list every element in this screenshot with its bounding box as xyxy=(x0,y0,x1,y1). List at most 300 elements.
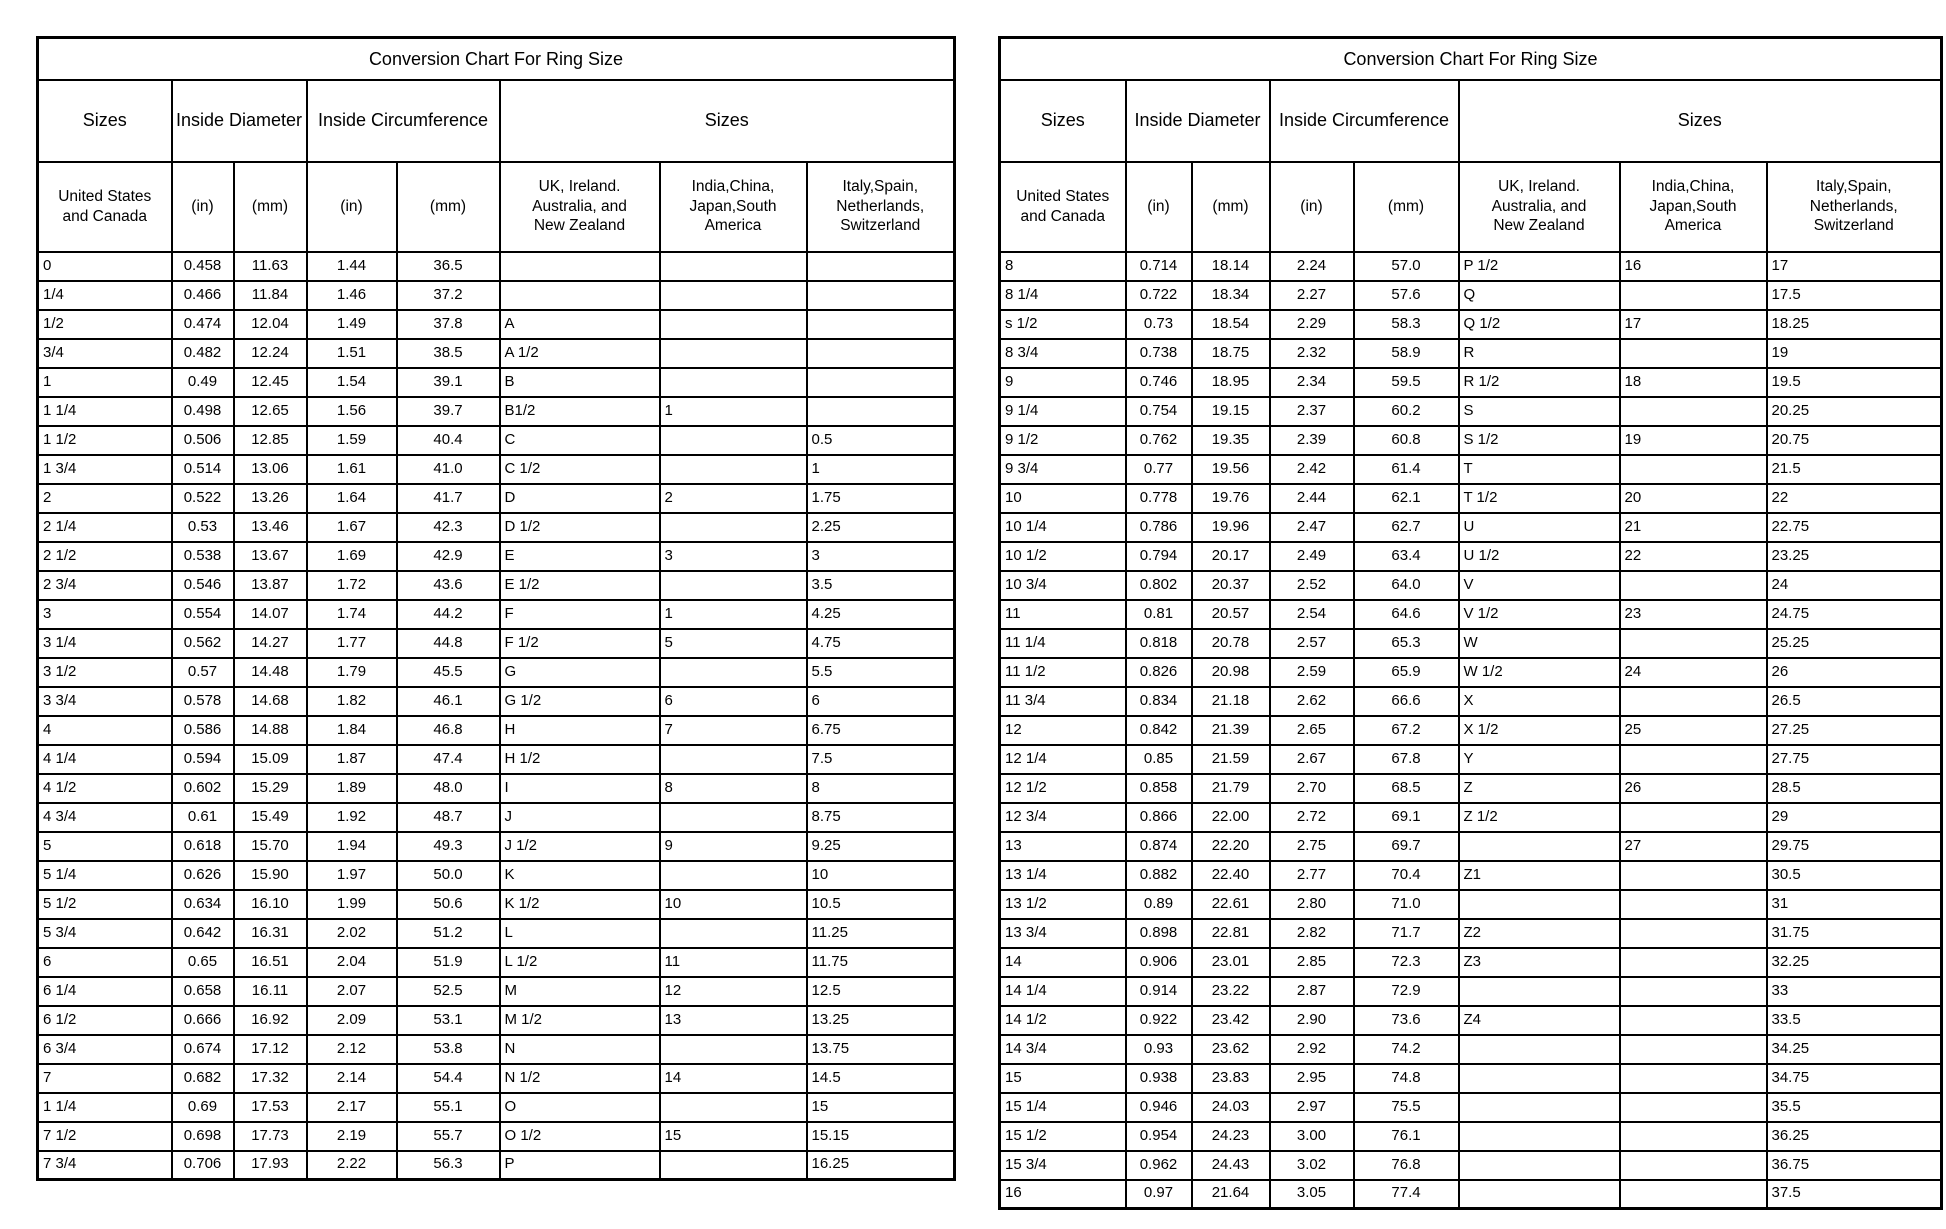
cell-diameter-mm: 24.03 xyxy=(1192,1093,1270,1122)
table-row xyxy=(38,948,955,977)
cell-circumference-in: 1.79 xyxy=(307,658,397,687)
cell-diameter-mm: 12.65 xyxy=(234,397,307,426)
cell-india-size: 12 xyxy=(660,977,807,1006)
cell-us-size: 9 3/4 xyxy=(1000,455,1126,484)
cell-diameter-mm: 19.15 xyxy=(1192,397,1270,426)
table-row xyxy=(38,310,955,339)
cell-italy-size: 16.25 xyxy=(807,1151,955,1180)
cell-circumference-mm: 48.0 xyxy=(397,774,500,803)
cell-diameter-mm: 11.63 xyxy=(234,252,307,281)
cell-italy-size: 20.75 xyxy=(1767,426,1942,455)
cell-uk-size: C 1/2 xyxy=(500,455,660,484)
cell-diameter-in: 0.53 xyxy=(172,513,234,542)
cell-italy-size: 26 xyxy=(1767,658,1942,687)
cell-uk-size: A xyxy=(500,310,660,339)
cell-diameter-mm: 21.64 xyxy=(1192,1180,1270,1209)
cell-diameter-mm: 14.68 xyxy=(234,687,307,716)
table-row xyxy=(1000,368,1942,397)
cell-india-size: 15 xyxy=(660,1122,807,1151)
table-row xyxy=(38,571,955,600)
cell-circumference-in: 2.97 xyxy=(1270,1093,1354,1122)
cell-circumference-mm: 75.5 xyxy=(1354,1093,1459,1122)
column-header-cell: (mm) xyxy=(397,162,500,252)
cell-circumference-mm: 69.7 xyxy=(1354,832,1459,861)
cell-diameter-mm: 22.00 xyxy=(1192,803,1270,832)
cell-diameter-in: 0.594 xyxy=(172,745,234,774)
table-row xyxy=(1000,832,1942,861)
table-row xyxy=(1000,1006,1942,1035)
table-row xyxy=(1000,339,1942,368)
cell-circumference-mm: 55.1 xyxy=(397,1093,500,1122)
column-header-cell: UK, Ireland. Australia, and New Zealand xyxy=(1459,162,1620,252)
cell-diameter-in: 0.778 xyxy=(1126,484,1192,513)
cell-circumference-mm: 72.9 xyxy=(1354,977,1459,1006)
cell-circumference-in: 1.97 xyxy=(307,861,397,890)
cell-india-size xyxy=(1620,1122,1767,1151)
cell-us-size: 3 1/2 xyxy=(38,658,172,687)
cell-diameter-in: 0.722 xyxy=(1126,281,1192,310)
cell-italy-size: 13.25 xyxy=(807,1006,955,1035)
cell-uk-size: Z4 xyxy=(1459,1006,1620,1035)
table-row xyxy=(38,542,955,571)
cell-diameter-mm: 13.67 xyxy=(234,542,307,571)
table-row xyxy=(1000,1064,1942,1093)
cell-diameter-in: 0.938 xyxy=(1126,1064,1192,1093)
cell-circumference-in: 2.47 xyxy=(1270,513,1354,542)
table-title: Conversion Chart For Ring Size xyxy=(1000,38,1942,80)
cell-circumference-mm: 50.0 xyxy=(397,861,500,890)
cell-italy-size: 25.25 xyxy=(1767,629,1942,658)
column-header-row xyxy=(38,162,955,252)
cell-circumference-in: 2.09 xyxy=(307,1006,397,1035)
cell-italy-size: 19 xyxy=(1767,339,1942,368)
table-row xyxy=(38,455,955,484)
cell-diameter-mm: 22.61 xyxy=(1192,890,1270,919)
cell-circumference-mm: 39.7 xyxy=(397,397,500,426)
cell-diameter-mm: 21.18 xyxy=(1192,687,1270,716)
cell-uk-size: J xyxy=(500,803,660,832)
cell-italy-size: 33 xyxy=(1767,977,1942,1006)
cell-india-size xyxy=(1620,571,1767,600)
cell-us-size: 14 1/2 xyxy=(1000,1006,1126,1035)
cell-us-size: 2 1/2 xyxy=(38,542,172,571)
cell-circumference-mm: 63.4 xyxy=(1354,542,1459,571)
cell-circumference-mm: 62.7 xyxy=(1354,513,1459,542)
cell-uk-size: O xyxy=(500,1093,660,1122)
cell-india-size: 22 xyxy=(1620,542,1767,571)
group-header-cell: Sizes xyxy=(38,80,172,162)
cell-italy-size: 1.75 xyxy=(807,484,955,513)
cell-diameter-mm: 16.92 xyxy=(234,1006,307,1035)
cell-circumference-in: 2.42 xyxy=(1270,455,1354,484)
cell-india-size: 23 xyxy=(1620,600,1767,629)
column-header-cell: (in) xyxy=(1126,162,1192,252)
cell-diameter-in: 0.538 xyxy=(172,542,234,571)
cell-circumference-in: 1.87 xyxy=(307,745,397,774)
cell-uk-size: N 1/2 xyxy=(500,1064,660,1093)
cell-circumference-mm: 52.5 xyxy=(397,977,500,1006)
cell-uk-size: R xyxy=(1459,339,1620,368)
cell-us-size: s 1/2 xyxy=(1000,310,1126,339)
cell-uk-size xyxy=(500,252,660,281)
group-header-cell: Sizes xyxy=(500,80,955,162)
cell-circumference-mm: 71.0 xyxy=(1354,890,1459,919)
ring-size-table xyxy=(998,36,1943,1210)
cell-italy-size: 10 xyxy=(807,861,955,890)
cell-us-size: 5 3/4 xyxy=(38,919,172,948)
table-row xyxy=(1000,484,1942,513)
cell-uk-size: Z xyxy=(1459,774,1620,803)
cell-diameter-mm: 14.88 xyxy=(234,716,307,745)
cell-italy-size: 13.75 xyxy=(807,1035,955,1064)
cell-uk-size: U 1/2 xyxy=(1459,542,1620,571)
cell-circumference-in: 2.27 xyxy=(1270,281,1354,310)
cell-circumference-in: 3.02 xyxy=(1270,1151,1354,1180)
column-header-cell: (mm) xyxy=(1354,162,1459,252)
cell-diameter-in: 0.57 xyxy=(172,658,234,687)
cell-uk-size: U xyxy=(1459,513,1620,542)
cell-india-size: 26 xyxy=(1620,774,1767,803)
cell-circumference-in: 2.92 xyxy=(1270,1035,1354,1064)
cell-india-size xyxy=(1620,629,1767,658)
cell-uk-size xyxy=(1459,832,1620,861)
cell-diameter-mm: 16.10 xyxy=(234,890,307,919)
cell-india-size: 25 xyxy=(1620,716,1767,745)
cell-us-size: 15 xyxy=(1000,1064,1126,1093)
table-row xyxy=(1000,1151,1942,1180)
cell-india-size: 20 xyxy=(1620,484,1767,513)
cell-us-size: 10 1/2 xyxy=(1000,542,1126,571)
cell-diameter-mm: 13.06 xyxy=(234,455,307,484)
cell-circumference-in: 1.64 xyxy=(307,484,397,513)
cell-circumference-mm: 67.8 xyxy=(1354,745,1459,774)
cell-circumference-in: 1.49 xyxy=(307,310,397,339)
cell-circumference-mm: 74.2 xyxy=(1354,1035,1459,1064)
cell-us-size: 6 3/4 xyxy=(38,1035,172,1064)
cell-diameter-in: 0.586 xyxy=(172,716,234,745)
cell-india-size xyxy=(1620,803,1767,832)
cell-us-size: 14 3/4 xyxy=(1000,1035,1126,1064)
cell-india-size: 10 xyxy=(660,890,807,919)
cell-diameter-in: 0.666 xyxy=(172,1006,234,1035)
cell-diameter-mm: 14.48 xyxy=(234,658,307,687)
cell-india-size xyxy=(660,803,807,832)
cell-circumference-in: 1.44 xyxy=(307,252,397,281)
cell-uk-size: Z2 xyxy=(1459,919,1620,948)
cell-india-size: 1 xyxy=(660,397,807,426)
cell-india-size: 2 xyxy=(660,484,807,513)
cell-uk-size: X xyxy=(1459,687,1620,716)
cell-circumference-mm: 42.9 xyxy=(397,542,500,571)
cell-us-size: 12 3/4 xyxy=(1000,803,1126,832)
table-row xyxy=(38,658,955,687)
cell-diameter-in: 0.626 xyxy=(172,861,234,890)
cell-italy-size: 3.5 xyxy=(807,571,955,600)
cell-diameter-in: 0.602 xyxy=(172,774,234,803)
cell-us-size: 8 3/4 xyxy=(1000,339,1126,368)
table-row xyxy=(38,1064,955,1093)
cell-circumference-in: 1.56 xyxy=(307,397,397,426)
cell-india-size: 18 xyxy=(1620,368,1767,397)
cell-uk-size: W 1/2 xyxy=(1459,658,1620,687)
group-header-cell: Inside Diameter xyxy=(172,80,307,162)
cell-circumference-mm: 42.3 xyxy=(397,513,500,542)
cell-circumference-mm: 60.8 xyxy=(1354,426,1459,455)
cell-diameter-in: 0.874 xyxy=(1126,832,1192,861)
cell-circumference-in: 2.77 xyxy=(1270,861,1354,890)
cell-italy-size: 5.5 xyxy=(807,658,955,687)
cell-diameter-mm: 17.73 xyxy=(234,1122,307,1151)
cell-circumference-in: 2.82 xyxy=(1270,919,1354,948)
cell-diameter-in: 0.578 xyxy=(172,687,234,716)
column-header-cell: United States and Canada xyxy=(38,162,172,252)
table-row xyxy=(1000,600,1942,629)
cell-uk-size: O 1/2 xyxy=(500,1122,660,1151)
cell-italy-size: 31 xyxy=(1767,890,1942,919)
cell-italy-size: 15 xyxy=(807,1093,955,1122)
cell-italy-size: 4.75 xyxy=(807,629,955,658)
cell-uk-size: R 1/2 xyxy=(1459,368,1620,397)
cell-india-size xyxy=(1620,397,1767,426)
table-row xyxy=(1000,281,1942,310)
table-row xyxy=(38,861,955,890)
cell-uk-size: F 1/2 xyxy=(500,629,660,658)
table-row xyxy=(38,513,955,542)
cell-italy-size: 35.5 xyxy=(1767,1093,1942,1122)
cell-circumference-in: 1.92 xyxy=(307,803,397,832)
cell-circumference-mm: 57.6 xyxy=(1354,281,1459,310)
cell-us-size: 11 3/4 xyxy=(1000,687,1126,716)
cell-india-size: 19 xyxy=(1620,426,1767,455)
cell-uk-size: Z1 xyxy=(1459,861,1620,890)
cell-diameter-mm: 13.46 xyxy=(234,513,307,542)
cell-us-size: 4 1/4 xyxy=(38,745,172,774)
cell-uk-size: T xyxy=(1459,455,1620,484)
cell-italy-size xyxy=(807,368,955,397)
cell-uk-size xyxy=(1459,1035,1620,1064)
cell-uk-size xyxy=(1459,890,1620,919)
cell-diameter-mm: 19.96 xyxy=(1192,513,1270,542)
cell-italy-size: 17 xyxy=(1767,252,1942,281)
cell-diameter-mm: 17.32 xyxy=(234,1064,307,1093)
group-header-cell: Inside Circumference xyxy=(1270,80,1459,162)
cell-circumference-in: 2.14 xyxy=(307,1064,397,1093)
cell-diameter-in: 0.754 xyxy=(1126,397,1192,426)
table-row xyxy=(38,600,955,629)
table-row xyxy=(38,774,955,803)
cell-us-size: 5 1/4 xyxy=(38,861,172,890)
cell-diameter-mm: 18.95 xyxy=(1192,368,1270,397)
cell-circumference-in: 2.24 xyxy=(1270,252,1354,281)
cell-circumference-in: 1.69 xyxy=(307,542,397,571)
cell-diameter-in: 0.522 xyxy=(172,484,234,513)
cell-us-size: 12 xyxy=(1000,716,1126,745)
cell-us-size: 15 1/4 xyxy=(1000,1093,1126,1122)
cell-circumference-in: 1.67 xyxy=(307,513,397,542)
cell-italy-size: 4.25 xyxy=(807,600,955,629)
table-row xyxy=(1000,455,1942,484)
cell-diameter-in: 0.834 xyxy=(1126,687,1192,716)
table-row xyxy=(38,1151,955,1180)
cell-diameter-in: 0.842 xyxy=(1126,716,1192,745)
cell-circumference-mm: 61.4 xyxy=(1354,455,1459,484)
cell-diameter-in: 0.738 xyxy=(1126,339,1192,368)
cell-us-size: 3 3/4 xyxy=(38,687,172,716)
cell-india-size xyxy=(660,745,807,774)
table-row xyxy=(1000,397,1942,426)
cell-us-size: 1 1/4 xyxy=(38,1093,172,1122)
cell-circumference-in: 2.34 xyxy=(1270,368,1354,397)
cell-uk-size: Q 1/2 xyxy=(1459,310,1620,339)
cell-circumference-mm: 53.1 xyxy=(397,1006,500,1035)
cell-circumference-mm: 49.3 xyxy=(397,832,500,861)
cell-diameter-mm: 24.23 xyxy=(1192,1122,1270,1151)
cell-italy-size: 24 xyxy=(1767,571,1942,600)
cell-italy-size: 8.75 xyxy=(807,803,955,832)
ring-size-table xyxy=(36,36,956,1181)
cell-diameter-mm: 23.22 xyxy=(1192,977,1270,1006)
table-title: Conversion Chart For Ring Size xyxy=(38,38,955,80)
cell-uk-size xyxy=(1459,1064,1620,1093)
cell-circumference-mm: 62.1 xyxy=(1354,484,1459,513)
cell-india-size xyxy=(660,1035,807,1064)
cell-diameter-in: 0.794 xyxy=(1126,542,1192,571)
cell-italy-size: 17.5 xyxy=(1767,281,1942,310)
group-header-row xyxy=(1000,80,1942,162)
cell-us-size: 6 1/4 xyxy=(38,977,172,1006)
table-row xyxy=(38,252,955,281)
cell-circumference-mm: 65.3 xyxy=(1354,629,1459,658)
table-row xyxy=(1000,977,1942,1006)
cell-circumference-in: 2.49 xyxy=(1270,542,1354,571)
cell-italy-size: 6 xyxy=(807,687,955,716)
cell-italy-size: 31.75 xyxy=(1767,919,1942,948)
cell-uk-size: Q xyxy=(1459,281,1620,310)
cell-us-size: 1 1/2 xyxy=(38,426,172,455)
cell-diameter-mm: 13.26 xyxy=(234,484,307,513)
cell-uk-size: M xyxy=(500,977,660,1006)
cell-uk-size: L 1/2 xyxy=(500,948,660,977)
cell-us-size: 9 1/2 xyxy=(1000,426,1126,455)
cell-italy-size: 26.5 xyxy=(1767,687,1942,716)
table-row xyxy=(38,919,955,948)
cell-us-size: 13 1/4 xyxy=(1000,861,1126,890)
cell-circumference-mm: 70.4 xyxy=(1354,861,1459,890)
cell-diameter-in: 0.866 xyxy=(1126,803,1192,832)
table-row xyxy=(38,977,955,1006)
cell-india-size xyxy=(660,252,807,281)
cell-us-size: 12 1/2 xyxy=(1000,774,1126,803)
cell-india-size xyxy=(1620,745,1767,774)
cell-us-size: 6 1/2 xyxy=(38,1006,172,1035)
cell-diameter-mm: 21.39 xyxy=(1192,716,1270,745)
cell-italy-size: 8 xyxy=(807,774,955,803)
cell-circumference-in: 2.65 xyxy=(1270,716,1354,745)
table-row xyxy=(38,629,955,658)
table-row xyxy=(38,687,955,716)
cell-uk-size: G 1/2 xyxy=(500,687,660,716)
cell-india-size: 5 xyxy=(660,629,807,658)
table-row xyxy=(38,1006,955,1035)
cell-italy-size: 34.75 xyxy=(1767,1064,1942,1093)
cell-diameter-mm: 18.54 xyxy=(1192,310,1270,339)
cell-italy-size: 15.15 xyxy=(807,1122,955,1151)
cell-us-size: 1/2 xyxy=(38,310,172,339)
cell-india-size xyxy=(660,513,807,542)
cell-circumference-in: 2.07 xyxy=(307,977,397,1006)
cell-circumference-in: 1.82 xyxy=(307,687,397,716)
cell-diameter-mm: 22.20 xyxy=(1192,832,1270,861)
cell-circumference-mm: 51.9 xyxy=(397,948,500,977)
cell-uk-size: S xyxy=(1459,397,1620,426)
cell-diameter-mm: 16.31 xyxy=(234,919,307,948)
cell-italy-size: 19.5 xyxy=(1767,368,1942,397)
cell-diameter-in: 0.482 xyxy=(172,339,234,368)
cell-circumference-mm: 41.0 xyxy=(397,455,500,484)
cell-diameter-in: 0.706 xyxy=(172,1151,234,1180)
cell-circumference-mm: 44.8 xyxy=(397,629,500,658)
cell-italy-size: 14.5 xyxy=(807,1064,955,1093)
table-row xyxy=(1000,426,1942,455)
table-row xyxy=(1000,542,1942,571)
cell-diameter-mm: 20.57 xyxy=(1192,600,1270,629)
cell-diameter-in: 0.546 xyxy=(172,571,234,600)
cell-uk-size xyxy=(1459,1122,1620,1151)
cell-india-size xyxy=(1620,455,1767,484)
cell-diameter-mm: 14.07 xyxy=(234,600,307,629)
cell-diameter-in: 0.818 xyxy=(1126,629,1192,658)
cell-us-size: 1/4 xyxy=(38,281,172,310)
cell-us-size: 14 xyxy=(1000,948,1126,977)
cell-diameter-in: 0.962 xyxy=(1126,1151,1192,1180)
cell-italy-size: 20.25 xyxy=(1767,397,1942,426)
cell-diameter-mm: 19.56 xyxy=(1192,455,1270,484)
cell-diameter-mm: 22.81 xyxy=(1192,919,1270,948)
cell-circumference-in: 2.62 xyxy=(1270,687,1354,716)
cell-india-size xyxy=(660,1093,807,1122)
cell-circumference-mm: 40.4 xyxy=(397,426,500,455)
cell-us-size: 1 3/4 xyxy=(38,455,172,484)
cell-uk-size: E xyxy=(500,542,660,571)
cell-diameter-mm: 24.43 xyxy=(1192,1151,1270,1180)
cell-diameter-in: 0.458 xyxy=(172,252,234,281)
cell-us-size: 11 xyxy=(1000,600,1126,629)
cell-uk-size: P 1/2 xyxy=(1459,252,1620,281)
cell-italy-size: 33.5 xyxy=(1767,1006,1942,1035)
cell-circumference-in: 1.74 xyxy=(307,600,397,629)
group-header-cell: Sizes xyxy=(1459,80,1942,162)
column-header-cell: Italy,Spain, Netherlands, Switzerland xyxy=(1767,162,1942,252)
cell-diameter-mm: 12.24 xyxy=(234,339,307,368)
cell-circumference-in: 2.12 xyxy=(307,1035,397,1064)
cell-circumference-mm: 67.2 xyxy=(1354,716,1459,745)
cell-india-size: 21 xyxy=(1620,513,1767,542)
cell-diameter-in: 0.506 xyxy=(172,426,234,455)
cell-us-size: 7 3/4 xyxy=(38,1151,172,1180)
cell-uk-size: K xyxy=(500,861,660,890)
cell-uk-size: F xyxy=(500,600,660,629)
cell-circumference-in: 2.75 xyxy=(1270,832,1354,861)
cell-diameter-in: 0.65 xyxy=(172,948,234,977)
cell-circumference-in: 1.84 xyxy=(307,716,397,745)
cell-us-size: 5 xyxy=(38,832,172,861)
cell-uk-size: B xyxy=(500,368,660,397)
cell-italy-size: 7.5 xyxy=(807,745,955,774)
cell-india-size xyxy=(660,919,807,948)
cell-circumference-mm: 51.2 xyxy=(397,919,500,948)
cell-india-size xyxy=(660,1151,807,1180)
table-row xyxy=(38,339,955,368)
